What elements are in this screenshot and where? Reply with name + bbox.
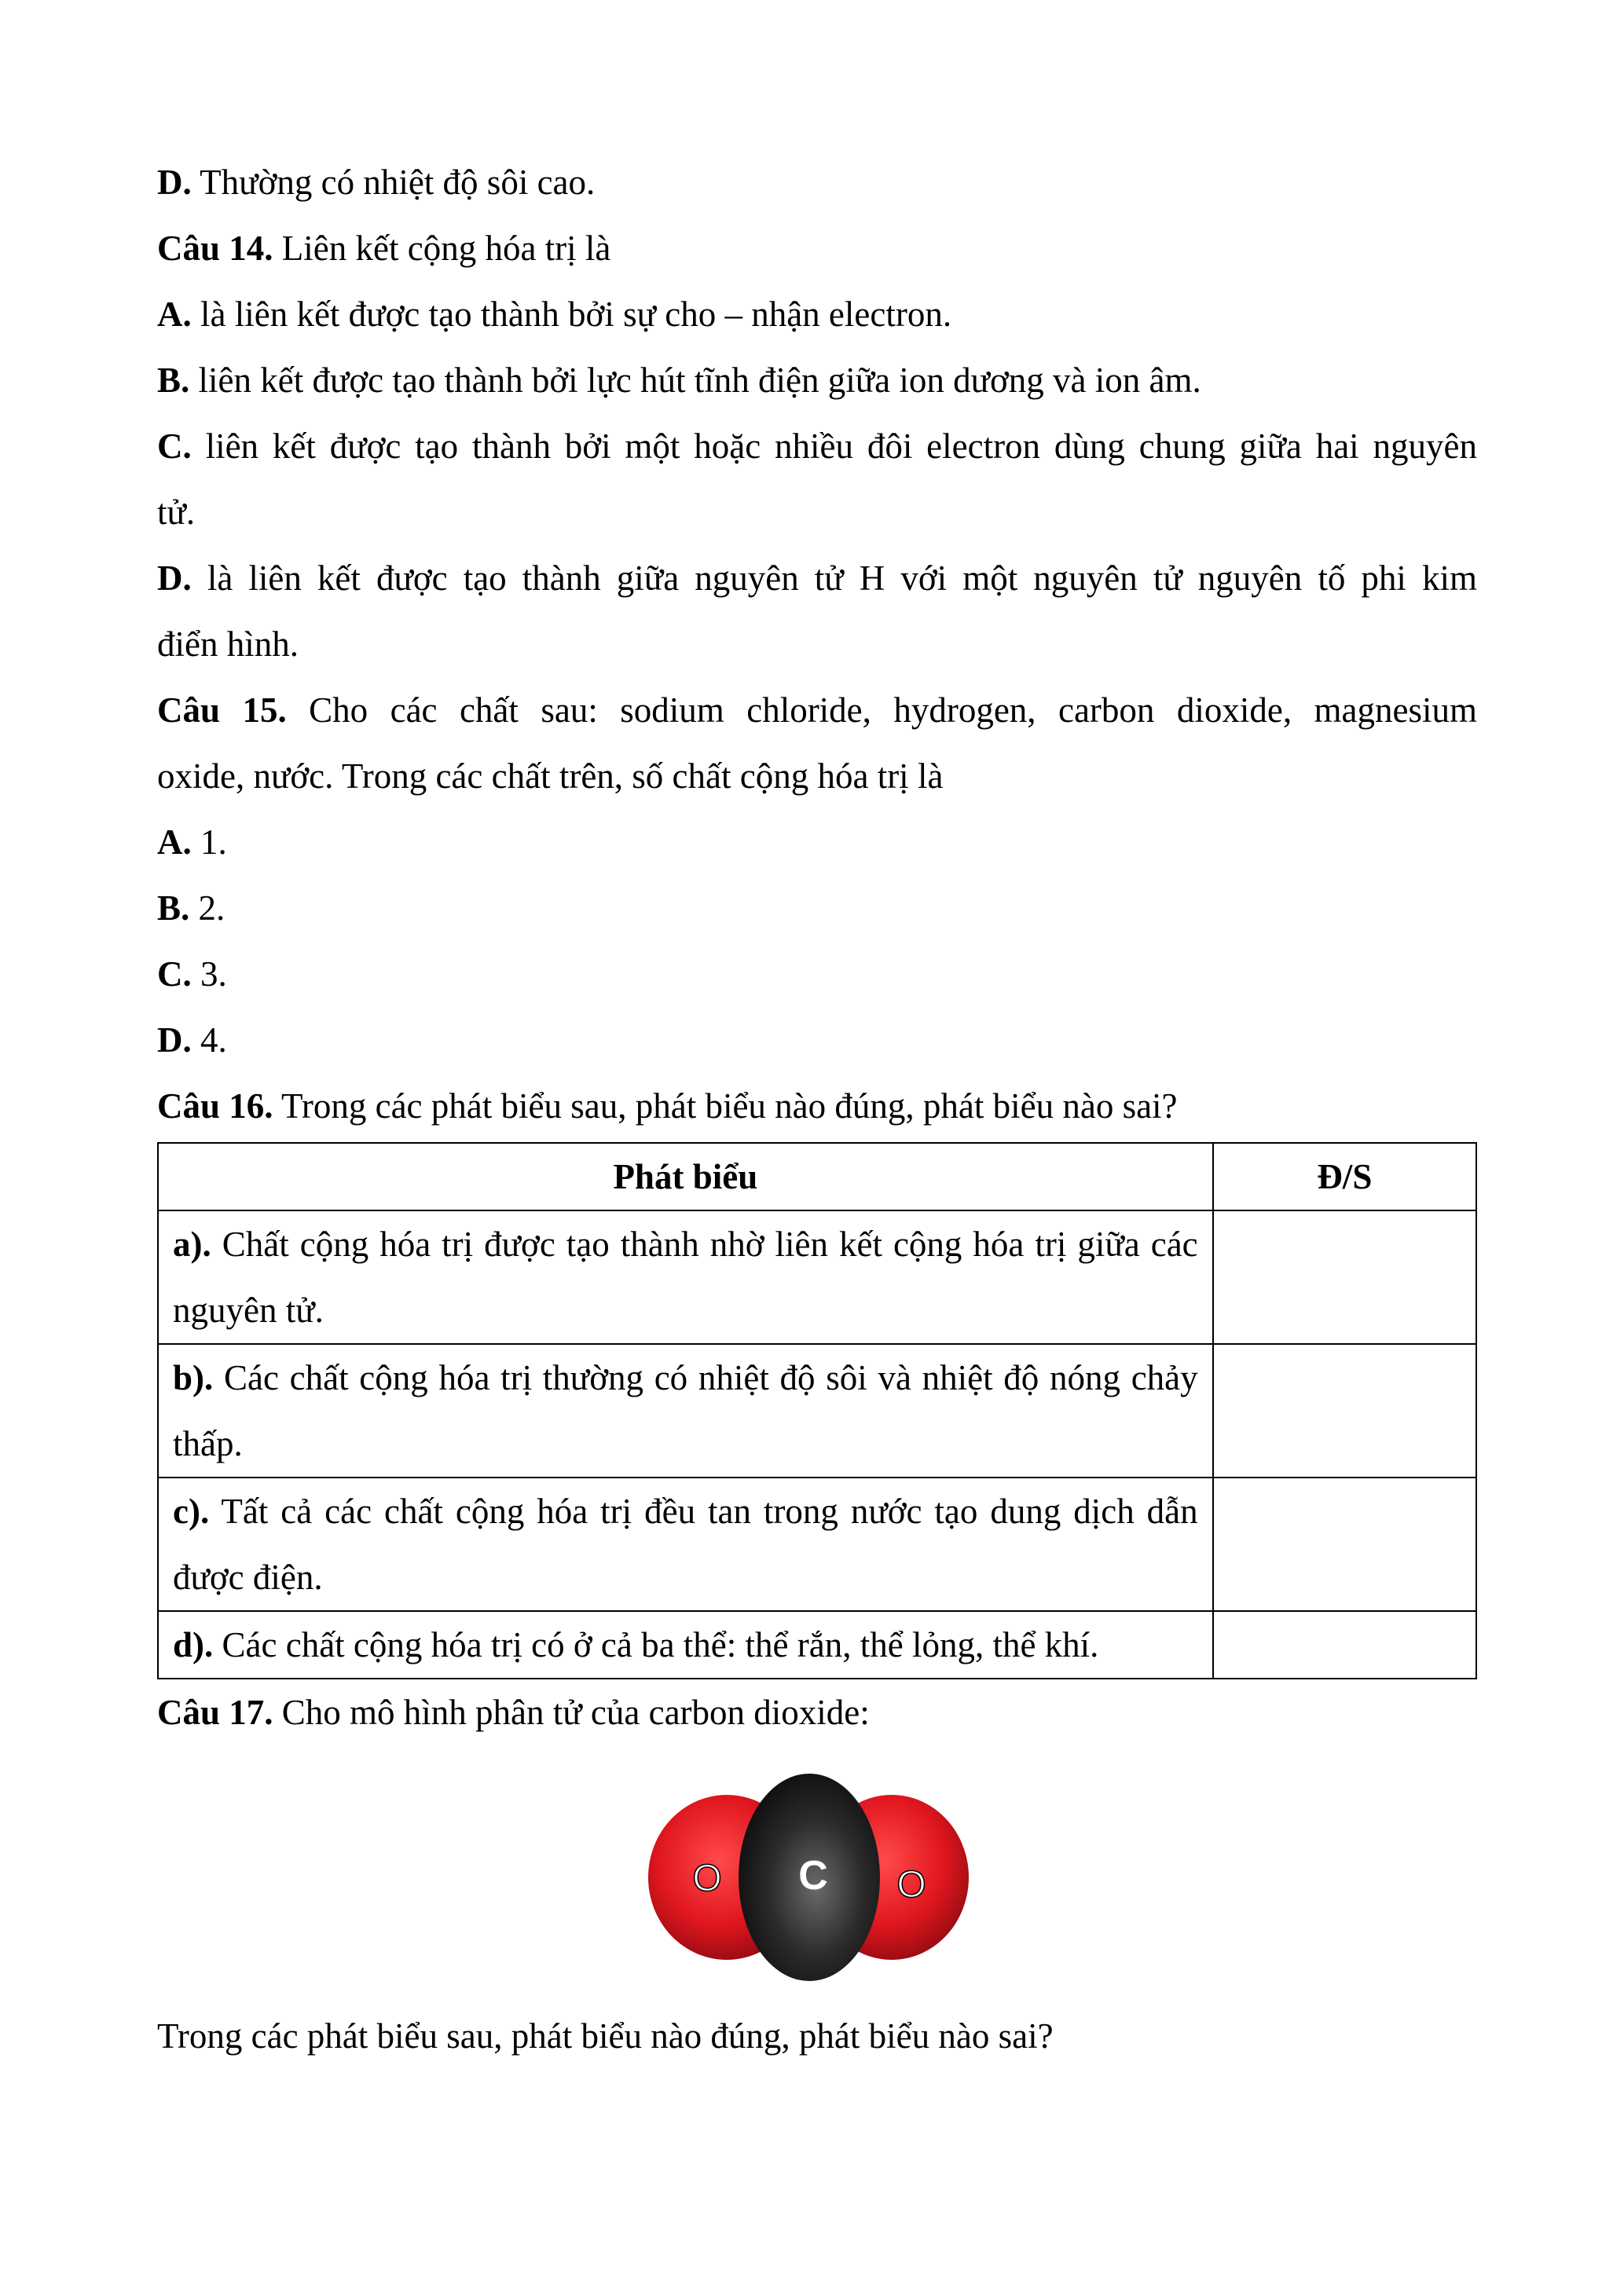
statement-label: a).: [173, 1225, 211, 1264]
statement-text: Tất cả các chất cộng hóa trị đều tan trong nước tạo dung dịch dẫn: [209, 1492, 1198, 1531]
table-row: [158, 1344, 1476, 1478]
q14-option-c: [157, 413, 1477, 479]
statement-label: d).: [173, 1625, 214, 1664]
true-false-table: [157, 1142, 1477, 1679]
question-label: Câu 14.: [157, 229, 273, 268]
header-statement: Phát biểu: [158, 1143, 1213, 1210]
option-label: D.: [157, 163, 192, 202]
option-label: C.: [157, 427, 192, 466]
question-text: Cho các chất sau: sodium chloride, hydrogen, carbon dioxide, magnesium: [286, 690, 1477, 730]
left-atom-label: O: [692, 1858, 722, 1899]
statement-cell: [158, 1210, 1213, 1344]
option-text: là liên kết được tạo thành bởi sự cho – nhận electron.: [191, 295, 952, 334]
statement-text-cont: được điện.: [173, 1558, 323, 1597]
statement-text: Chất cộng hóa trị được tạo thành nhờ liên kết cộng hóa trị giữa các: [211, 1225, 1198, 1264]
question-label: Câu 15.: [157, 690, 287, 730]
right-atom-label: O: [896, 1864, 926, 1906]
question-label: Câu 17.: [157, 1693, 273, 1732]
answer-cell[interactable]: [1213, 1478, 1476, 1611]
q16-stem: [157, 1073, 1477, 1139]
option-label: D.: [157, 558, 192, 598]
option-text: 2.: [189, 888, 225, 928]
q15-option-d: [157, 1007, 1477, 1073]
q17-followup: Trong các phát biểu sau, phát biểu nào đúng, phát biểu nào sai?: [157, 2016, 1054, 2056]
option-text: 3.: [191, 954, 227, 994]
answer-cell[interactable]: [1213, 1210, 1476, 1344]
option-text: 1.: [191, 822, 227, 862]
co2-molecule-figure: [157, 1752, 1477, 2003]
q15-option-a: [157, 809, 1477, 875]
q14-stem: [157, 215, 1477, 281]
answer-cell[interactable]: [1213, 1344, 1476, 1478]
statement-cell: [158, 1611, 1213, 1679]
header-true-false: Đ/S: [1213, 1143, 1476, 1210]
q15-option-b: [157, 875, 1477, 941]
statement-cell: [158, 1478, 1213, 1611]
answer-cell[interactable]: [1213, 1611, 1476, 1679]
option-text: liên kết được tạo thành bởi một hoặc nhiều đôi electron dùng chung giữa hai nguyên: [191, 427, 1477, 466]
statement-label: c).: [173, 1492, 210, 1531]
question-text: Trong các phát biểu sau, phát biểu nào đúng, phát biểu nào sai?: [273, 1086, 1178, 1126]
option-label: B.: [157, 888, 190, 928]
statement-text-cont: thấp.: [173, 1424, 243, 1463]
option-label: A.: [157, 295, 192, 334]
q13-option-d: [157, 149, 1477, 215]
statement-label: b).: [173, 1358, 214, 1397]
table-row: [158, 1478, 1476, 1611]
co2-molecule-model: [648, 1771, 970, 1983]
q14-option-c-cont: tử.: [157, 493, 196, 532]
question-label: Câu 16.: [157, 1086, 273, 1126]
question-text: Cho mô hình phân tử của carbon dioxide:: [273, 1693, 870, 1732]
question-text: Liên kết cộng hóa trị là: [273, 229, 611, 268]
option-text: 4.: [191, 1020, 227, 1060]
q14-option-b: [157, 347, 1477, 413]
option-text: liên kết được tạo thành bởi lực hút tĩnh điện giữa ion dương và ion âm.: [189, 361, 1201, 400]
statement-text-cont: nguyên tử.: [173, 1291, 324, 1330]
q14-option-a: [157, 281, 1477, 347]
statement-text: Các chất cộng hóa trị có ở cả ba thể: thể rắn, thể lỏng, thể khí.: [213, 1625, 1099, 1664]
document-page: [157, 149, 1477, 2069]
option-label: C.: [157, 954, 192, 994]
table-header-row: [158, 1143, 1476, 1210]
q15-stem: [157, 677, 1477, 743]
statement-cell: [158, 1344, 1213, 1478]
statement-text: Các chất cộng hóa trị thường có nhiệt độ sôi và nhiệt độ nóng chảy: [213, 1358, 1198, 1397]
option-label: A.: [157, 822, 192, 862]
q17-stem: [157, 1679, 1477, 1745]
option-label: B.: [157, 361, 190, 400]
table-row: [158, 1210, 1476, 1344]
q15-stem-cont: oxide, nước. Trong các chất trên, số chất cộng hóa trị là: [157, 756, 944, 796]
q14-option-d-cont: điển hình.: [157, 624, 299, 664]
option-text: là liên kết được tạo thành giữa nguyên tử H với một nguyên tử nguyên tố phi kim: [191, 558, 1477, 598]
center-atom-label: C: [798, 1853, 828, 1899]
option-text: Thường có nhiệt độ sôi cao.: [191, 163, 596, 202]
q14-option-d: [157, 545, 1477, 611]
table-row: [158, 1611, 1476, 1679]
option-label: D.: [157, 1020, 192, 1060]
q15-option-c: [157, 941, 1477, 1007]
